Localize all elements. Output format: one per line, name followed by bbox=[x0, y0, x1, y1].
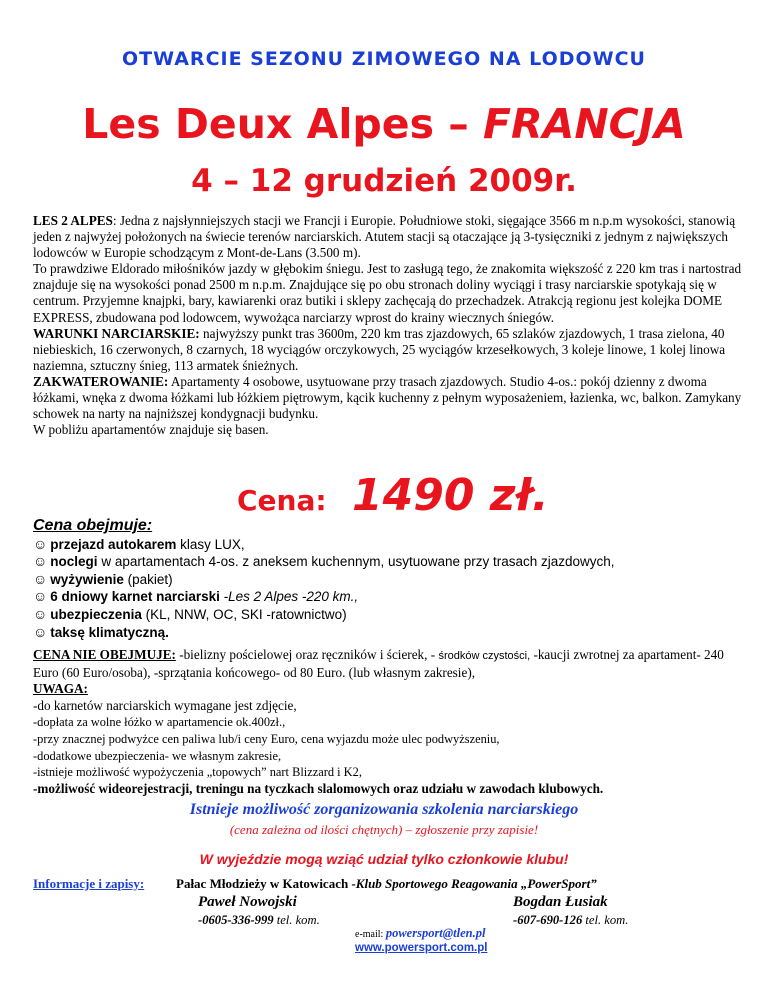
contact-phone bbox=[513, 913, 628, 928]
note-item: -istnieje możliwość wypożyczenia „topowych” nart Blizzard i K2, bbox=[33, 765, 362, 780]
organizer bbox=[176, 876, 597, 892]
note-item: -do karnetów narciarskich wymagane jest zdjęcie, bbox=[33, 697, 297, 713]
included-item bbox=[33, 606, 743, 624]
included-section bbox=[33, 517, 743, 641]
contact-person-1 bbox=[198, 894, 320, 928]
page-title bbox=[0, 100, 768, 148]
desc-text-3: najwyższy punkt tras 3600m, 220 km tras zjazdowych, 65 szlaków zjazdowych, 1 trasa zielona, 40 niebieskich, 16 czerwonych, 8 czarnych, 18 wyciągów orczykowych, 25 wyciągów krzesełkowych, 3 koleje linowe, 1 kolej linowa naziemna, sztuczny śnieg, 113 armatek śnieżnych. bbox=[33, 325, 726, 373]
contact-name: Bogdan Łusiak bbox=[513, 894, 608, 910]
not-included-text-c: -kaucji zwrotnej za apartament- 240 Euro (60 Euro/osoba), -sprzątania końcowego- od 80 Euro. (lub własnym zakresie), bbox=[33, 647, 724, 680]
desc-paragraph-1 bbox=[33, 213, 743, 261]
price-label: Cena: bbox=[237, 484, 327, 517]
included-item-text: klasy LUX, bbox=[176, 536, 245, 552]
included-item bbox=[33, 553, 743, 571]
note-item: -dodatkowe ubezpieczenia- we własnym zakresie, bbox=[33, 748, 282, 763]
season-heading: OTWARCIE SEZONU ZIMOWEGO NA LODOWCU bbox=[122, 48, 646, 70]
not-included-section bbox=[33, 647, 745, 797]
email-link[interactable]: powersport@tlen.pl bbox=[385, 926, 486, 940]
included-item bbox=[33, 571, 743, 589]
included-item-bold: wyżywienie bbox=[50, 571, 124, 587]
note-item-bold-text: -możliwość wideorejestracji, treningu na tyczkach slalomowych oraz udziału w zawodach klubowych. bbox=[33, 780, 604, 796]
included-item-text: -Les 2 Alpes -220 km., bbox=[219, 589, 359, 605]
included-item-bold: noclegi bbox=[50, 554, 98, 570]
title-resort: Les Deux Alpes – bbox=[82, 100, 484, 148]
note-item: -dopłata za wolne łóżko w apartamencie ok.400zł., bbox=[33, 715, 286, 730]
training-subnote: (cena zależna od ilości chętnych) – zgłoszenie przy zapisie! bbox=[229, 822, 539, 837]
contact-phone bbox=[198, 913, 320, 928]
members-only-note: W wyjeździe mogą wziąć udział tylko członkowie klubu! bbox=[199, 851, 569, 867]
not-included-text-b: środków czystości, bbox=[438, 650, 531, 662]
info-link[interactable]: Informacje i zapisy: bbox=[33, 876, 145, 891]
email-line bbox=[355, 926, 485, 941]
included-item-bold: przejazd autokarem bbox=[50, 536, 177, 552]
organizer-palace: Pałac Młodzieży w Katowicach bbox=[176, 876, 352, 891]
desc-label-ski-conditions: WARUNKI NARCIARSKIE: bbox=[33, 325, 200, 341]
not-included-text-a: -bielizny pościelowej oraz ręczników i ścierek, - bbox=[175, 647, 439, 662]
smiley-icon: ☺ bbox=[33, 588, 48, 605]
price-value: 1490 zł. bbox=[352, 470, 549, 521]
included-item bbox=[33, 588, 743, 606]
not-included-label: CENA NIE OBEJMUJE: bbox=[33, 647, 176, 662]
resort-description bbox=[33, 213, 743, 438]
desc-text-4: Apartamenty 4 osobowe, usytuowane przy trasach zjazdowych. Studio 4-os.: pokój dzienny z dwoma łóżkami, wnęka z dwoma łóżkami lub łóżkiem piętrowym, kącik kuchenny z pełnym wyposażeniem, łazienka, wc, balkon. Zamykany schowek na narty na najniższej kondygnacji budynku. bbox=[33, 373, 742, 422]
included-item-text: (pakiet) bbox=[123, 571, 173, 587]
included-item-text: (KL, NNW, OC, SKI -ratownictwo) bbox=[141, 606, 347, 622]
phone-suffix: tel. kom. bbox=[273, 913, 320, 927]
trip-dates: 4 – 12 grudzień 2009r. bbox=[191, 163, 577, 199]
included-item-bold: 6 dniowy karnet narciarski bbox=[50, 589, 220, 605]
organizer-club: -Klub Sportowego Reagowania „PowerSport” bbox=[351, 876, 597, 891]
smiley-icon: ☺ bbox=[33, 623, 48, 640]
phone-suffix: tel. kom. bbox=[582, 913, 629, 927]
desc-label-resort: LES 2 ALPES bbox=[33, 213, 113, 228]
included-item-bold: ubezpieczenia bbox=[50, 606, 142, 622]
contact-person-2 bbox=[513, 894, 628, 928]
not-included-paragraph bbox=[33, 647, 745, 681]
desc-text-1: : Jedna z najsłynniejszych stacji we Francji i Europie. Południowe stoki, sięgające 3566 m n.p.m wysokości, stanowią jeden z najwyżej położonych na świecie terenów narciarskich. Atutem stacji są otaczające ją 3-tysięczniki z jednym z największych lodowców w Europie schodzącym z Mont-de-Lans (3.500 m). bbox=[33, 213, 736, 261]
smiley-icon: ☺ bbox=[33, 553, 48, 570]
desc-label-accommodation: ZAKWATEROWANIE: bbox=[33, 373, 169, 389]
email-label: e-mail: bbox=[355, 929, 386, 940]
phone-number: -607-690-126 bbox=[513, 913, 583, 927]
phone-number: -0605-336-999 bbox=[198, 913, 274, 927]
note-item-bold bbox=[33, 781, 745, 798]
contact-name: Paweł Nowojski bbox=[198, 894, 297, 910]
title-country: FRANCJA bbox=[483, 100, 686, 148]
included-item-bold: taksę klimatyczną. bbox=[50, 624, 169, 640]
included-item-text: w apartamentach 4-os. z aneksem kuchennym, usytuowane przy trasach zjazdowych, bbox=[97, 554, 615, 570]
training-heading: Istnieje możliwość zorganizowania szkolenia narciarskiego bbox=[189, 801, 579, 818]
included-heading: Cena obejmuje: bbox=[33, 517, 153, 534]
included-item bbox=[33, 624, 743, 642]
website-link[interactable]: www.powersport.com.pl bbox=[355, 942, 488, 954]
note-item: -przy znacznej podwyżce cen paliwa lub/i ceny Euro, cena wyjazdu może ulec podwyższeniu, bbox=[33, 731, 500, 746]
desc-paragraph-3 bbox=[33, 326, 743, 374]
included-item bbox=[33, 536, 743, 554]
smiley-icon: ☺ bbox=[33, 570, 48, 587]
desc-paragraph-2: To prawdziwe Eldorado miłośników jazdy w głębokim śniegu. Jest to zasługą tego, że znakomita większość z 220 km tras i nartostrad znajduje się na wysokości ponad 2500 m n.p.m. Znajdujące się po obu stronach doliny wyciągi i trasy narciarskie spotykają się w centrum. Przyjemne knajpki, bary, kawiarenki oraz butiki i sklepy zachęcają do przechadzek. Atrakcją regionu jest kolejka DOME EXPRESS, zbudowana pod lodowcem, wywożąca narciarzy wprost do krainy wiecznych śniegów. bbox=[33, 261, 742, 325]
note-label bbox=[33, 681, 745, 698]
smiley-icon: ☺ bbox=[33, 535, 48, 552]
note-label-text: UWAGA: bbox=[33, 681, 88, 697]
desc-paragraph-5: W pobliżu apartamentów znajduje się basen. bbox=[33, 422, 269, 438]
desc-paragraph-4 bbox=[33, 374, 743, 422]
smiley-icon: ☺ bbox=[33, 605, 48, 622]
